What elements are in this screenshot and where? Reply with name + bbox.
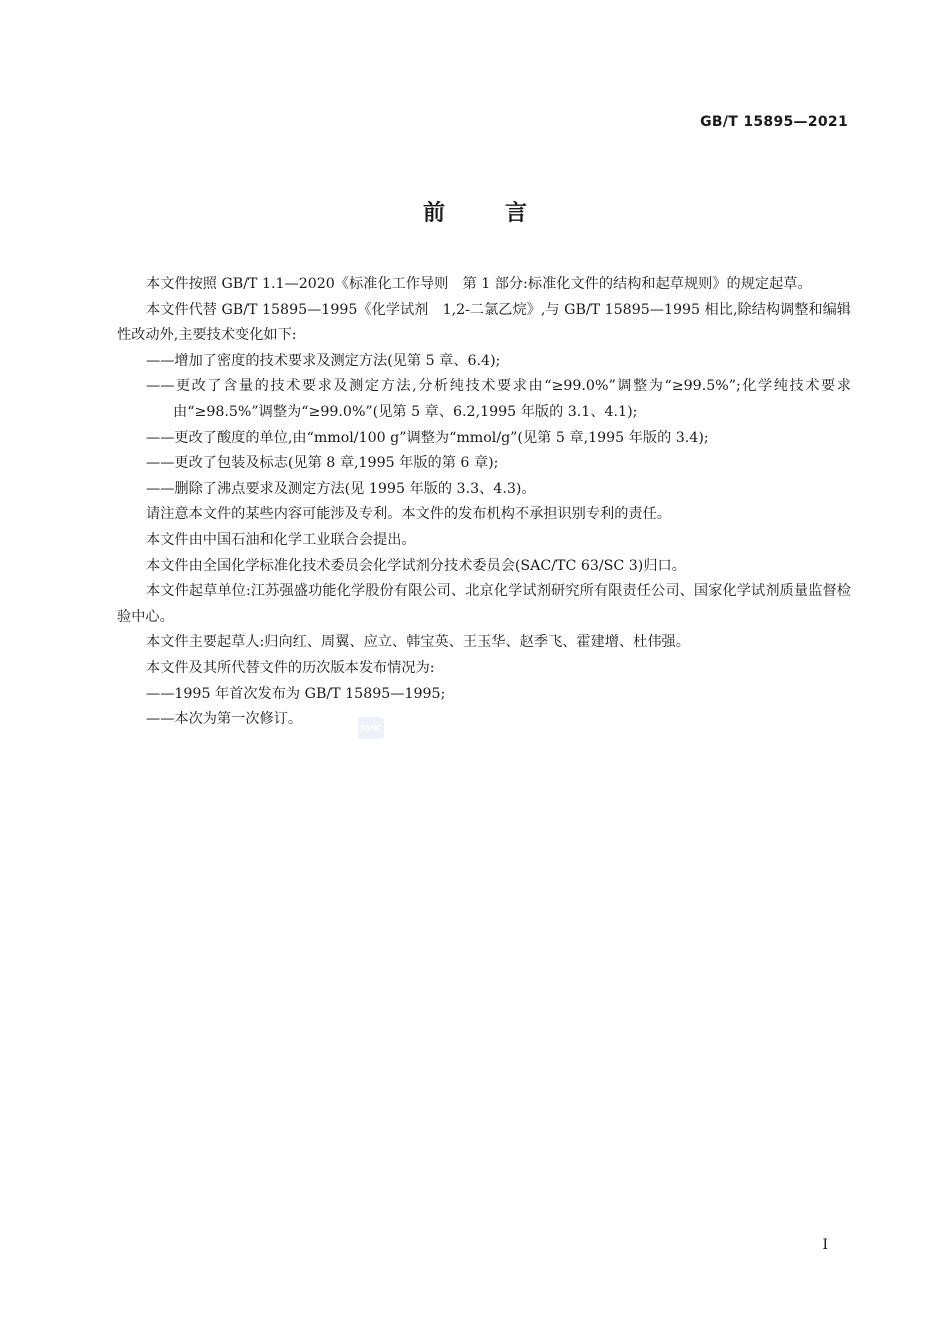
history-item-first-release: ——1995 年首次发布为 GB/T 15895—1995;: [146, 685, 446, 702]
paragraph-drafting-units: 本文件起草单位:江苏强盛功能化学股份有限公司、北京化学试剂研究所有限责任公司、国家化学试剂质量监督检验中心。: [117, 583, 851, 625]
change-item-acidity: ——更改了酸度的单位,由“mmol/100 g”调整为“mmol/g”(见第 5 章,1995 年版的 3.4);: [146, 429, 709, 446]
paragraph-committee: 本文件由全国化学标准化技术委员会化学试剂分技术委员会(SAC/TC 63/SC 3)归口。: [146, 557, 686, 574]
change-item-packaging: ——更改了包装及标志(见第 8 章,1995 年版的第 6 章);: [146, 455, 499, 472]
foreword-body: [117, 272, 851, 733]
paragraph-patent-notice: 请注意本文件的某些内容可能涉及专利。本文件的发布机构不承担识别专利的责任。: [146, 506, 671, 523]
change-item-density: ——增加了密度的技术要求及测定方法(见第 5 章、6.4);: [146, 352, 501, 369]
history-item-revision: ——本次为第一次修订。: [146, 711, 303, 728]
paragraph-drafting-rules: 本文件按照 GB/T 1.1—2020《标准化工作导则 第 1 部分:标准化文件的结构和起草规则》的规定起草。: [146, 276, 812, 292]
page-title: 前言: [422, 201, 587, 226]
page-number: I: [822, 1237, 828, 1253]
paragraph-version-history: 本文件及其所代替文件的历次版本发布情况为:: [146, 659, 435, 676]
paragraph-drafters: 本文件主要起草人:归向红、周翼、应立、韩宝英、王玉华、赵季飞、霍建增、杜伟强。: [146, 634, 690, 651]
watermark-text: SSNC: [360, 724, 382, 732]
change-item-content: ——更改了含量的技术要求及测定方法,分析纯技术要求由“≥99.0%”调整为“≥99.5%”;化学纯技术要求由“≥98.5%”调整为“≥99.0%”(见第 5 章、6.2,1995 年版的 3.1、4.1);: [146, 378, 851, 420]
standard-number: GB/T 15895—2021: [700, 114, 848, 130]
watermark-logo: [358, 717, 384, 739]
change-item-boiling-point: ——删除了沸点要求及测定方法(见 1995 年版的 3.3、4.3)。: [146, 480, 536, 497]
paragraph-proposer: 本文件由中国石油和化学工业联合会提出。: [146, 531, 416, 548]
paragraph-replacement: 本文件代替 GB/T 15895—1995《化学试剂 1,2-二氯乙烷》,与 GB/T 15895—1995 相比,除结构调整和编辑性改动外,主要技术变化如下:: [117, 301, 851, 344]
